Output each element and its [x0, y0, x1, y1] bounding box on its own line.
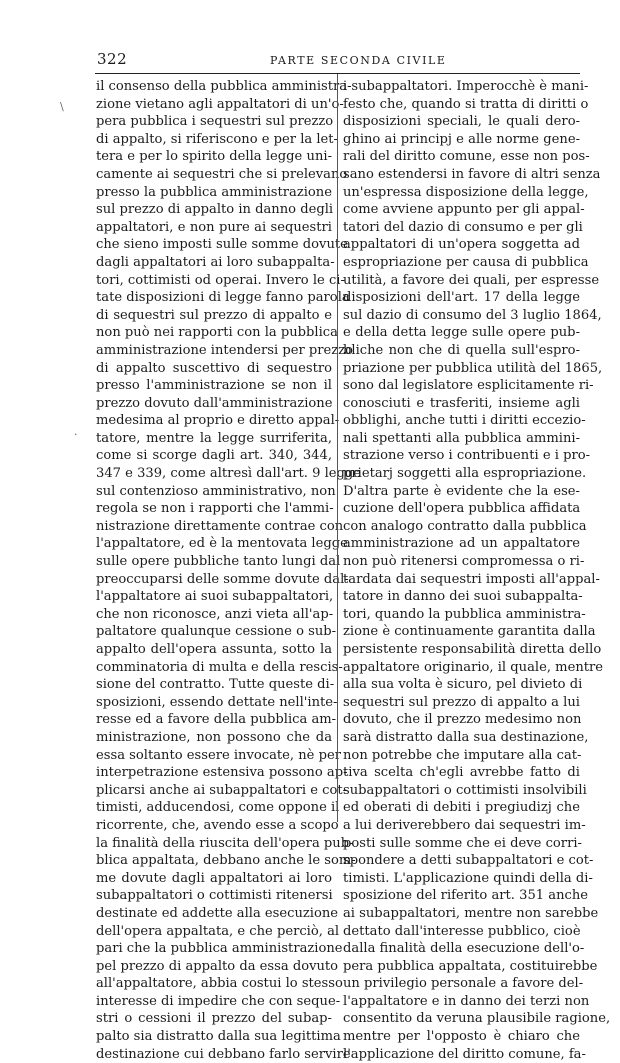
text-line: all'appaltatore, abbia costui lo stesso [96, 976, 343, 992]
text-line: pel prezzo di appalto da essa dovuto [96, 958, 339, 974]
right-text-column [343, 78, 611, 1063]
text-line: pari che la pubblica amministrazione [96, 941, 343, 957]
text-line: tatori del dazio di consumo e per gli [343, 219, 583, 235]
text-line: medesima al proprio e diretto appal- [96, 413, 340, 429]
text-line: l'appaltatore e in danno dei terzi non [343, 993, 590, 1009]
text-line: dell'opera appaltata, e che perciò, al [96, 923, 340, 939]
text-line: obblighi, anche tutti i diritti eccezio- [343, 413, 586, 429]
text-line: presso la pubblica amministrazione [96, 184, 332, 200]
text-line: pera pubblica appaltata, costituirebbe [343, 958, 598, 974]
text-line: timisti, adducendosi, come oppone il [96, 800, 340, 816]
text-line: subappaltatori o cottimisti ritenersi [96, 888, 333, 904]
text-line: disposizioni speciali, le quali dero- [343, 114, 580, 130]
text-line: sulle opere pubbliche tanto lungi dal [96, 554, 341, 570]
text-line: un privilegio personale a favore del- [343, 976, 584, 992]
text-line: destinazione cui debbano farlo servire [96, 1046, 351, 1062]
text-line: non può nei rapporti con la pubblica [96, 325, 338, 341]
text-line: pera pubblica i sequestri sul prezzo [96, 114, 334, 130]
page-number: 322 [97, 50, 128, 68]
text-line: consentito da veruna plausibile ragione, [343, 1011, 611, 1027]
text-line: come avviene appunto per gli appal- [343, 202, 585, 218]
text-line: dettato dall'interesse pubblico, cioè [343, 923, 581, 939]
text-line: non potrebbe che imputare alla cat- [343, 747, 582, 763]
margin-mark: \ [60, 100, 64, 113]
text-line: ghino ai principj e alle norme gene- [343, 131, 580, 147]
text-line: tardata dai sequestri imposti all'appal- [343, 571, 600, 587]
text-line: tiva scelta ch'egli avrebbe fatto di [343, 765, 580, 781]
text-line: ai subappaltatori, mentre non sarebbe [343, 905, 599, 921]
text-line: sione del contratto. Tutte queste di- [96, 677, 335, 693]
text-line: blica appaltata, debbano anche le som- [96, 853, 356, 869]
text-line: mentre per l'opposto è chiaro che [343, 1029, 580, 1045]
text-line: espropriazione per causa di pubblica [343, 254, 589, 270]
text-line: di sequestri sul prezzo di appalto e [96, 307, 332, 323]
text-line: conosciuti e trasferiti, insieme agli [343, 395, 580, 411]
text-line: l'appaltatore ai suoi subappaltatori, [96, 589, 334, 605]
text-line: nistrazione direttamente contrae con [96, 518, 344, 534]
text-line: essa soltanto essere invocate, nè per [96, 747, 341, 763]
text-line: l'applicazione del diritto comune, fa- [343, 1046, 586, 1062]
text-line: prietarj soggetti alla espropriazione. [343, 466, 587, 482]
text-line: di appalto suscettivo di sequestro [96, 360, 332, 376]
text-line: tatore, mentre la legge surriferita, [96, 430, 332, 446]
text-line: tera e per lo spirito della legge uni- [96, 149, 332, 165]
left-text-column [96, 78, 362, 1063]
text-line: camente ai sequestri che si prelevano [96, 166, 348, 182]
text-line: ministrazione, non possono che da [96, 729, 332, 745]
text-line: preoccuparsi delle somme dovute dal- [96, 571, 349, 587]
text-line: 347 e 339, come altresì dall'art. 9 legge [96, 466, 362, 482]
text-line: sequestri sul prezzo di appalto a lui [343, 694, 580, 710]
text-line: l'appaltatore, ed è la mentovata legge [96, 536, 348, 552]
text-line: ricorrente, che, avendo esse a scopo [96, 817, 339, 833]
text-line: stri o cessioni il prezzo del subap- [96, 1011, 332, 1027]
text-line: sposizioni, essendo dettate nell'inte- [96, 694, 338, 710]
text-line: dalla finalità della esecuzione dell'o- [343, 941, 585, 957]
text-line: a lui deriverebbero dai sequestri im- [343, 817, 586, 833]
text-line: appaltatori di un'opera soggetta ad [343, 237, 580, 253]
text-line: tori, cottimisti od operai. Invero le ci- [96, 272, 345, 288]
text-line: non può ritenersi compromessa o ri- [343, 554, 585, 570]
text-line: rali del diritto comune, esse non pos- [343, 149, 590, 165]
text-line: ed oberati di debiti i pregiudizj che [343, 800, 580, 816]
text-line: D'altra parte è evidente che la ese- [343, 483, 580, 499]
text-line: zione vietano agli appaltatori di un'o- [96, 96, 344, 112]
margin-mark: . [74, 425, 78, 438]
text-line: festo che, quando si tratta di diritti o [343, 96, 589, 112]
text-line: nali spettanti alla pubblica ammini- [343, 430, 580, 446]
text-line: comminatoria di multa e della rescis- [96, 659, 343, 675]
text-line: e della detta legge sulle opere pub- [343, 325, 580, 341]
text-line: la finalità della riuscita dell'opera pub- [96, 835, 354, 851]
text-line: destinate ed addette alla esecuzione [96, 905, 339, 921]
text-line: interesse di impedire che con seque- [96, 993, 341, 1009]
text-line: sul dazio di consumo del 3 luglio 1864, [343, 307, 602, 323]
text-line: sul contenzioso amministrativo, non [96, 483, 336, 499]
text-line: regola se non i rapporti che l'ammi- [96, 501, 334, 517]
text-line: come si scorge dagli art. 340, 344, [96, 448, 332, 464]
text-line: che sieno imposti sulle somme dovute [96, 237, 348, 253]
running-title: PARTE SECONDA CIVILE [270, 54, 447, 67]
text-line: appalto dell'opera assunta, sotto la [96, 642, 332, 657]
text-line: sono dal legislatore esplicitamente ri- [343, 378, 594, 394]
text-line: persistente responsabilità diretta dello [343, 642, 602, 657]
text-line: bliche non che di quella sull'espro- [343, 342, 580, 358]
text-line: utilità, a favore dei quali, per espresse [343, 272, 600, 288]
text-line: me dovute dagli appaltatori ai loro [96, 870, 332, 886]
text-line: cuzione dell'opera pubblica affidata [343, 501, 581, 517]
text-line: tatore in danno dei suoi subappalta- [343, 589, 583, 605]
text-line: interpetrazione estensiva possono ap- [96, 765, 348, 781]
text-line: un'espressa disposizione della legge, [343, 184, 589, 200]
text-line: strazione verso i contribuenti e i pro- [343, 448, 591, 464]
text-line: subappaltatori o cottimisti insolvibili [343, 782, 587, 798]
text-line: alla sua volta è sicuro, pel divieto di [343, 677, 583, 693]
text-line: palto sia distratto dalla sua legittima [96, 1029, 341, 1045]
text-line: timisti. L'applicazione quindi della di- [343, 870, 593, 886]
text-line: paltatore qualunque cessione o sub- [96, 624, 337, 640]
text-line: sano estendersi in favore di altri senza [343, 166, 601, 182]
text-line: sarà distratto dalla sua destinazione, [343, 729, 589, 745]
text-line: tate disposizioni di legge fanno parola [96, 290, 350, 306]
column-divider [337, 74, 338, 822]
text-line: plicarsi anche ai subappaltatori e cot- [96, 782, 348, 798]
text-line: che non riconosce, anzi vieta all'ap- [96, 606, 334, 622]
text-line: presso l'amministrazione se non il [96, 378, 332, 394]
text-line: priazione per pubblica utilità del 1865, [343, 360, 603, 376]
text-line: disposizioni dell'art. 17 della legge [343, 290, 580, 306]
text-line: i subappaltatori. Imperocchè è mani- [343, 79, 589, 94]
text-line: tori, quando la pubblica amministra- [343, 606, 586, 622]
text-line: di appalto, si riferiscono e per la let- [96, 131, 338, 147]
text-line: posti sulle somme che ei deve corri- [343, 835, 582, 851]
text-line: appaltatore originario, il quale, mentre [343, 659, 604, 675]
text-line: dovuto, che il prezzo medesimo non [343, 712, 582, 728]
text-line: prezzo dovuto dall'amministrazione [96, 395, 333, 411]
text-line: appaltatori, e non pure ai sequestri [96, 219, 332, 235]
text-line: spondere a detti subappaltatori e cot- [343, 853, 594, 869]
text-line: resse ed a favore della pubblica am- [96, 712, 337, 728]
text-line: amministrazione intendersi per prezzo [96, 342, 353, 358]
text-line: il consenso della pubblica amministra- [96, 79, 352, 94]
text-line: sul prezzo di appalto in danno degli [96, 202, 334, 218]
text-line: amministrazione ad un appaltatore [343, 536, 580, 552]
text-line: dagli appaltatori ai loro subappalta- [96, 254, 335, 270]
text-line: con analogo contratto dalla pubblica [343, 518, 587, 534]
text-line: sposizione del riferito art. 351 anche [343, 888, 589, 904]
text-line: zione è continuamente garantita dalla [343, 624, 596, 640]
